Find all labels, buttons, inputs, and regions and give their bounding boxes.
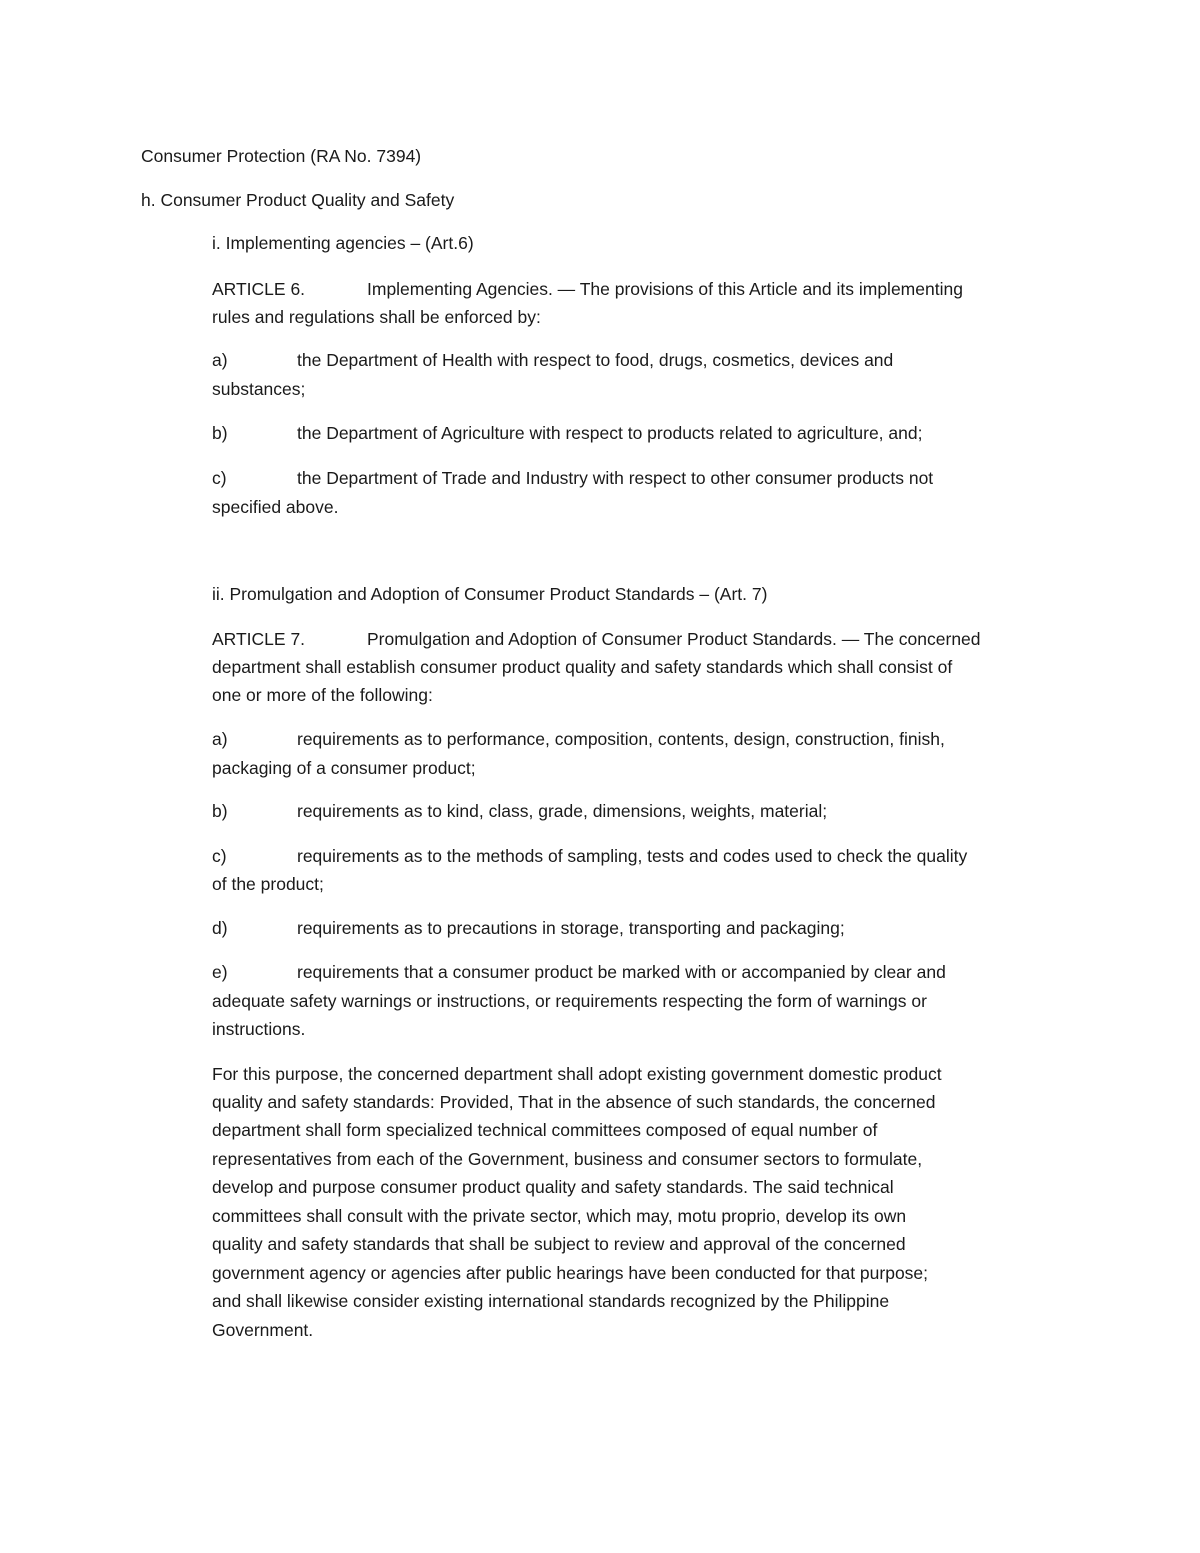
list-item-text: the Department of Health with respect to food, drugs, cosmetics, devices and bbox=[297, 350, 894, 370]
list-item-text: requirements as to kind, class, grade, dimensions, weights, material; bbox=[297, 801, 828, 821]
article6-item-a bbox=[212, 346, 893, 375]
document-title: Consumer Protection (RA No. 7394) bbox=[141, 146, 422, 166]
list-marker: e) bbox=[212, 962, 228, 982]
article6-heading bbox=[212, 275, 963, 304]
closing-paragraph-line: and shall likewise consider existing international standards recognized by the Philippine bbox=[212, 1291, 890, 1311]
article7-item-c-line2: of the product; bbox=[212, 874, 324, 894]
article7-label: ARTICLE 7. bbox=[212, 629, 306, 649]
section-heading-h: h. Consumer Product Quality and Safety bbox=[141, 190, 455, 210]
closing-paragraph-line: quality and safety standards: Provided, That in the absence of such standards, the concerned bbox=[212, 1092, 936, 1112]
list-marker: b) bbox=[212, 801, 228, 821]
list-item-text: the Department of Agriculture with respect to products related to agriculture, and; bbox=[297, 423, 923, 443]
list-item-text: requirements as to performance, composition, contents, design, construction, finish, bbox=[297, 729, 945, 749]
list-item-text: the Department of Trade and Industry with respect to other consumer products not bbox=[297, 468, 934, 488]
article6-item-b bbox=[212, 419, 922, 448]
list-marker: a) bbox=[212, 350, 228, 370]
closing-paragraph-line: government agency or agencies after public hearings have been conducted for that purpose; bbox=[212, 1263, 929, 1283]
article6-item-c bbox=[212, 464, 933, 493]
article7-text-line1: Promulgation and Adoption of Consumer Product Standards. — The concerned bbox=[367, 629, 981, 649]
article6-label: ARTICLE 6. bbox=[212, 279, 306, 299]
list-marker: c) bbox=[212, 846, 227, 866]
article7-item-e-line3: instructions. bbox=[212, 1019, 306, 1039]
article7-item-b bbox=[212, 797, 827, 826]
article7-text-line2: department shall establish consumer product quality and safety standards which shall consist of bbox=[212, 657, 953, 677]
closing-paragraph-line: committees shall consult with the private sector, which may, motu proprio, develop its own bbox=[212, 1206, 907, 1226]
article7-item-e bbox=[212, 958, 946, 987]
list-marker: d) bbox=[212, 918, 228, 938]
article7-item-c bbox=[212, 842, 967, 871]
closing-paragraph-line: representatives from each of the Government, business and consumer sectors to formulate, bbox=[212, 1149, 923, 1169]
article7-item-a-line2: packaging of a consumer product; bbox=[212, 758, 476, 778]
closing-paragraph-line: develop and purpose consumer product quality and safety standards. The said technical bbox=[212, 1177, 894, 1197]
article6-item-c-line2: specified above. bbox=[212, 497, 339, 517]
closing-paragraph-line: quality and safety standards that shall be subject to review and approval of the concerned bbox=[212, 1234, 906, 1254]
closing-paragraph-line: department shall form specialized technical committees composed of equal number of bbox=[212, 1120, 878, 1140]
article7-item-a bbox=[212, 725, 945, 754]
list-item-text: requirements that a consumer product be marked with or accompanied by clear and bbox=[297, 962, 946, 982]
subsection-heading-i: i. Implementing agencies – (Art.6) bbox=[212, 233, 474, 253]
list-item-text: requirements as to precautions in storage, transporting and packaging; bbox=[297, 918, 845, 938]
list-marker: b) bbox=[212, 423, 228, 443]
article7-item-d bbox=[212, 914, 845, 943]
article6-text-line2: rules and regulations shall be enforced by: bbox=[212, 307, 541, 327]
article6-item-a-line2: substances; bbox=[212, 379, 306, 399]
article7-item-e-line2: adequate safety warnings or instructions, or requirements respecting the form of warnings or bbox=[212, 991, 927, 1011]
article6-text-line1: Implementing Agencies. — The provisions of this Article and its implementing bbox=[367, 279, 963, 299]
closing-paragraph-line: Government. bbox=[212, 1320, 314, 1340]
article7-text-line3: one or more of the following: bbox=[212, 685, 433, 705]
list-marker: c) bbox=[212, 468, 227, 488]
article7-heading bbox=[212, 625, 981, 654]
list-item-text: requirements as to the methods of sampling, tests and codes used to check the quality bbox=[297, 846, 968, 866]
closing-paragraph-line: For this purpose, the concerned department shall adopt existing government domestic product bbox=[212, 1064, 942, 1084]
subsection-heading-ii: ii. Promulgation and Adoption of Consumer Product Standards – (Art. 7) bbox=[212, 584, 768, 604]
list-marker: a) bbox=[212, 729, 228, 749]
